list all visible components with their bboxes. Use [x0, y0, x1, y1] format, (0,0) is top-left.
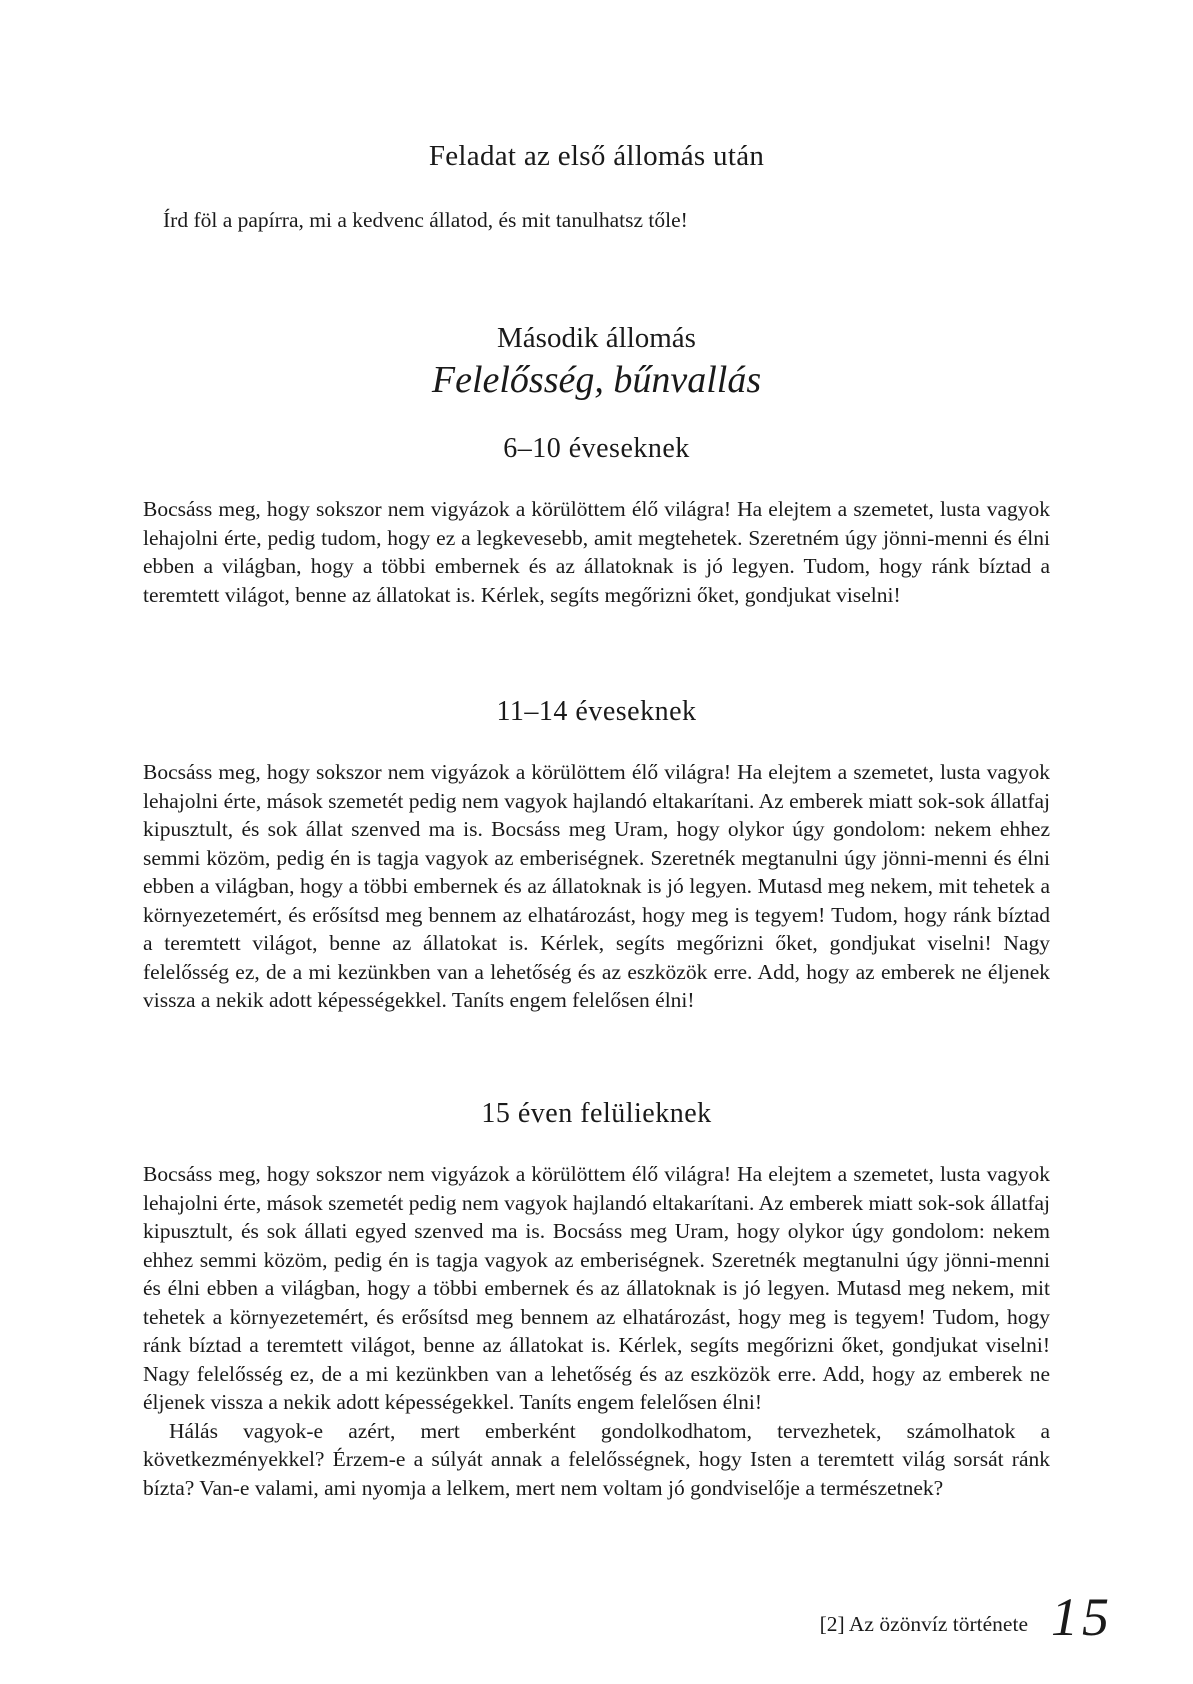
prayer-paragraph: Bocsáss meg, hogy sokszor nem vigyázok a körülöttem élő világra! Ha elejtem a szemetet, lusta vagyok lehajolni érte, mások szemetét pedig nem vagyok hajlandó eltakarítani. Az emberek miatt sok-sok állatfaj kipusztult, és sok állati egyed szenved ma is. Bocsáss meg Uram, hogy olykor úgy gondolom: nekem ehhez semmi közöm, pedig én is tagja vagyok az emberiségnek. Szeretnék megtanulni úgy jönni-menni és élni ebben a világban, hogy a többi embernek és az állatoknak is jó legyen. Mutasd meg nekem, mit tehetek a környezetemért, és erősítsd meg bennem az elhatározást, hogy meg is tegyem! Tudom, hogy ránk bíztad a teremtett világot, benne az állatokat is. Kérlek, segíts megőrizni őket, gondjukat viselni! Nagy felelősség ez, de a mi kezünkben van a lehetőség és az eszközök erre. Add, hogy az emberek ne éljenek vissza a nekik adott képességekkel. Taníts engem felelősen élni! — [143, 1162, 1050, 1414]
section-heading-6-10: 6–10 éveseknek — [503, 433, 690, 464]
footer-chapter: [2] Az özönvíz története — [819, 1612, 1028, 1636]
reflection-paragraph: Hálás vagyok-e azért, mert emberként gondolkodhatom, tervezhetek, számolhatok a következményekkel? Érzem-e a súlyát annak a felelősségnek, hogy Isten a teremtett világ sorsát ránk bízta? Van-e valami, ami nyomja a lelkem, mert nem voltam jó gondviselője a természetnek? — [143, 1418, 1050, 1500]
task-text: Írd föl a papírra, mi a kedvenc állatod, és mit tanulhatsz tőle! — [163, 208, 688, 232]
station-title: Felelősség, bűnvallás — [431, 359, 762, 401]
prayer-6-10 — [143, 495, 1050, 609]
section-heading-11-14: 11–14 éveseknek — [496, 696, 697, 727]
task-heading: Feladat az első állomás után — [428, 140, 765, 172]
prayer-11-14 — [143, 758, 1050, 1015]
prayer-15-plus — [143, 1160, 1050, 1502]
prayer-paragraph: Bocsáss meg, hogy sokszor nem vigyázok a körülöttem élő világra! Ha elejtem a szemetet, lusta vagyok lehajolni érte, pedig tudom, hogy ez a legkevesebb, amit megtehetek. Szeretném úgy jönni-menni és élni ebben a világban, hogy a többi embernek és az állatoknak is jó legyen. Tudom, hogy ránk bíztad a teremtett világot, benne az állatokat is. Kérlek, segíts megőrizni őket, gondjukat viselni! — [143, 497, 1050, 607]
prayer-paragraph: Bocsáss meg, hogy sokszor nem vigyázok a körülöttem élő világra! Ha elejtem a szemetet, lusta vagyok lehajolni érte, mások szemetét pedig nem vagyok hajlandó eltakarítani. Az emberek miatt sok-sok állatfaj kipusztult, és sok állat szenved ma is. Bocsáss meg Uram, hogy olykor úgy gondolom: nekem ehhez semmi közöm, pedig én is tagja vagyok az emberiségnek. Szeretnék megtanulni úgy jönni-menni és élni ebben a világban, hogy a többi embernek és az állatoknak is jó legyen. Mutasd meg nekem, mit tehetek a környezetemért, és erősítsd meg bennem az elhatározást, hogy meg is tegyem! Tudom, hogy ránk bíztad a teremtett világot, benne az állatokat is. Kérlek, segíts megőrizni őket, gondjukat viselni! Nagy felelősség ez, de a mi kezünkben van a lehetőség és az eszközök erre. Add, hogy az emberek ne éljenek vissza a nekik adott képességekkel. Taníts engem felelősen élni! — [143, 760, 1050, 1012]
section-heading-15-plus: 15 éven felülieknek — [481, 1098, 712, 1129]
station-name: Második állomás — [497, 322, 696, 354]
page-number: 15 — [1051, 1587, 1113, 1647]
